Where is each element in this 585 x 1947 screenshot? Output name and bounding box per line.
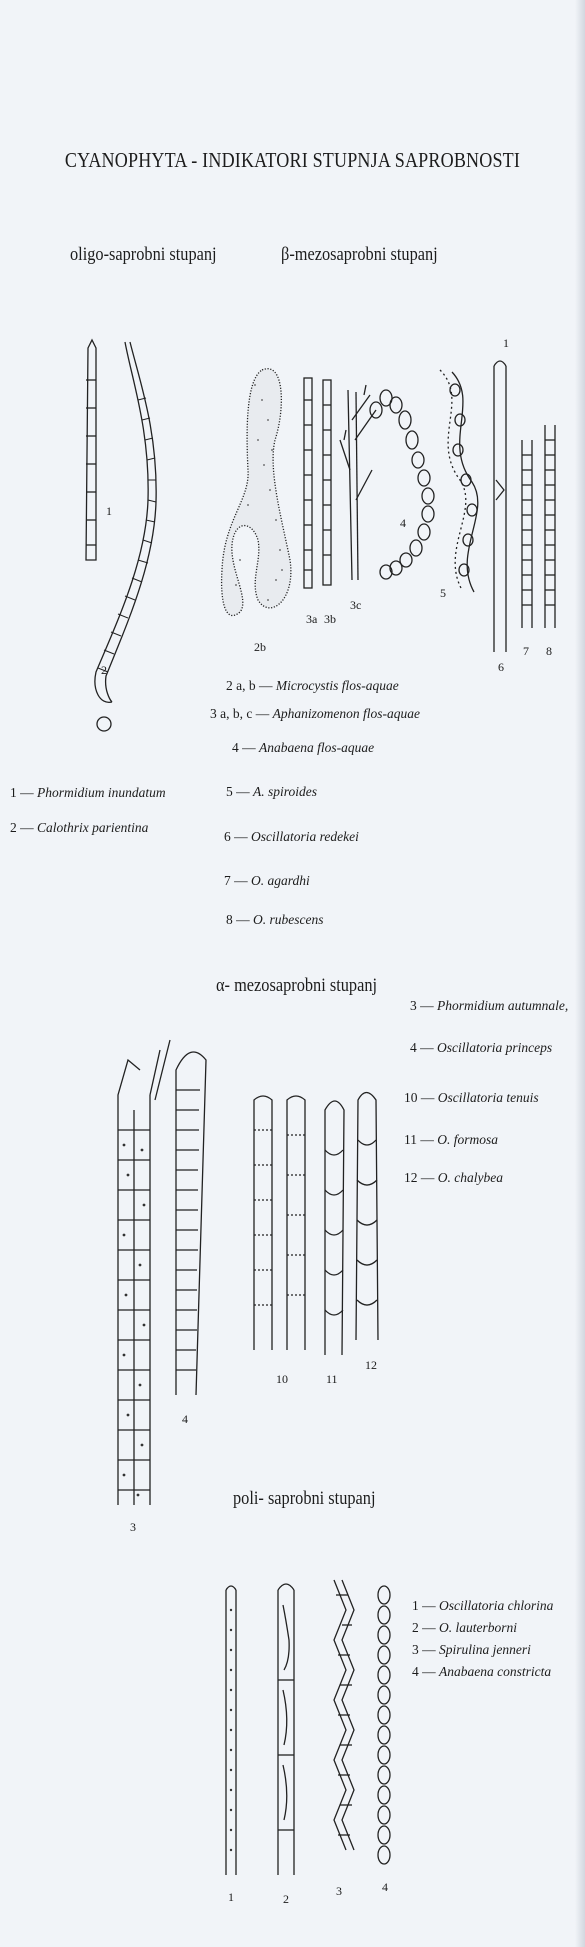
- legend-num: 2 a, b: [226, 678, 256, 693]
- oscillatoria-lauterborni: [278, 1584, 294, 1875]
- fig-label: 2: [283, 1892, 289, 1906]
- fig-label: 11: [326, 1372, 338, 1386]
- legend-num: 7: [224, 873, 231, 888]
- legend-name: Phormidium inundatum: [37, 785, 166, 800]
- legend-name: O. lauterborni: [439, 1620, 518, 1635]
- legend-name: O. agardhi: [251, 873, 310, 888]
- legend-num: 1: [412, 1598, 419, 1613]
- legend-name: Aphanizomenon flos-aquae: [272, 706, 420, 721]
- fig-label: 2: [101, 663, 107, 677]
- oscillatoria-formosa: [325, 1101, 344, 1355]
- fig-label: 4: [382, 1880, 388, 1894]
- legend-item: 4 — Oscillatoria princeps: [410, 1040, 553, 1055]
- fig-label: 1: [106, 504, 112, 518]
- anabaena-spiroides: [440, 370, 478, 592]
- oscillatoria-rubescens: [545, 425, 555, 628]
- legend-name: O. chalybea: [437, 1170, 503, 1185]
- legend-name: Oscillatoria redekei: [251, 829, 359, 844]
- legend-name: O. rubescens: [253, 912, 324, 927]
- fig-label: 12: [365, 1358, 377, 1372]
- legend-name: Phormidium autumnale,: [437, 998, 569, 1013]
- legend-name: Anabaena constricta: [439, 1664, 552, 1679]
- page-title: CYANOPHYTA - INDIKATORI STUPNJA SAPROBNOSTI: [64, 148, 521, 172]
- legend-num: 2: [412, 1620, 419, 1635]
- legend-item: 11 — O. formosa: [404, 1132, 499, 1147]
- legend-item: 1 — Phormidium inundatum: [10, 785, 166, 800]
- legend-item: 1 — Oscillatoria chlorina: [412, 1598, 554, 1613]
- beta-heading: β-mezosaprobni stupanj: [281, 244, 438, 265]
- legend-item: 4 — Anabaena constricta: [412, 1664, 552, 1679]
- legend-item: 6 — Oscillatoria redekei: [224, 829, 359, 844]
- fig-label: 4: [182, 1412, 188, 1426]
- legend-name: O. formosa: [437, 1132, 499, 1147]
- legend-item: 2 a, b — Microcystis flos-aquae: [226, 678, 399, 693]
- legend-num: 12: [404, 1170, 418, 1185]
- legend-num: 5: [226, 784, 233, 799]
- legend-num: 6: [224, 829, 231, 844]
- legend-name: A. spiroides: [253, 784, 317, 799]
- legend-num: 4: [412, 1664, 419, 1679]
- poli-heading: poli- saprobni stupanj: [233, 1488, 376, 1509]
- legend-item: 2 — O. lauterborni: [412, 1620, 518, 1635]
- fig-label: 3: [336, 1884, 342, 1898]
- oscillatoria-agardhi: [522, 440, 532, 628]
- microcystis-colony: [222, 369, 291, 616]
- legend-name: Oscillatoria chlorina: [439, 1598, 554, 1613]
- oscillatoria-princeps: [176, 1052, 206, 1395]
- aphanizomenon-3b: [323, 380, 331, 585]
- legend-num: 8: [226, 912, 233, 927]
- oscillatoria-redekei: [494, 361, 506, 652]
- legend-name: Microcystis flos-aquae: [275, 678, 399, 693]
- fig-label: 8: [546, 644, 552, 658]
- legend-item: 5 — A. spiroides: [226, 784, 317, 799]
- fig-label: 2b: [254, 640, 266, 654]
- legend-num: 3: [410, 998, 417, 1013]
- oligo-filament-1: [86, 340, 96, 560]
- fig-label: 4: [400, 516, 406, 530]
- legend-item: 8 — O. rubescens: [226, 912, 324, 927]
- legend-num: 10: [404, 1090, 418, 1105]
- legend-item: 3 a, b, c — Aphanizomenon flos-aquae: [210, 706, 420, 721]
- page-edge-shadow: [575, 0, 585, 1947]
- fig-label: 5: [440, 586, 446, 600]
- legend-name: Oscillatoria tenuis: [437, 1090, 539, 1105]
- legend-item: 4 — Anabaena flos-aquae: [232, 740, 375, 755]
- fig-label: 3: [130, 1520, 136, 1534]
- fig-label: 3a: [306, 612, 318, 626]
- legend-item: 3 — Spirulina jenneri: [412, 1642, 531, 1657]
- legend-num: 4: [410, 1040, 417, 1055]
- fig-label: 3c: [350, 598, 362, 612]
- legend-item: 12 — O. chalybea: [404, 1170, 503, 1185]
- legend-num: 3 a, b, c: [210, 706, 253, 721]
- oscillatoria-chlorina: [226, 1586, 236, 1875]
- legend-num: 3: [412, 1642, 419, 1657]
- fig-label: 1: [503, 336, 509, 350]
- oscillatoria-chalybea: [356, 1093, 378, 1341]
- fig-label: 1: [228, 1890, 234, 1904]
- legend-name: Calothrix parientina: [37, 820, 149, 835]
- phormidium-autumnale: [118, 1040, 170, 1505]
- legend-name: Anabaena flos-aquae: [259, 740, 375, 755]
- legend-item: 3 — Phormidium autumnale,: [410, 998, 569, 1013]
- anabaena-flos-aquae: [370, 390, 434, 579]
- fig-label: 3b: [324, 612, 336, 626]
- fig-label: 7: [523, 644, 529, 658]
- legend-item: 7 — O. agardhi: [224, 873, 310, 888]
- legend-item: 2 — Calothrix parientina: [10, 820, 149, 835]
- legend-item: 10 — Oscillatoria tenuis: [404, 1090, 539, 1105]
- alpha-heading: α- mezosaprobni stupanj: [216, 975, 378, 996]
- legend-num: 4: [232, 740, 239, 755]
- legend-num: 1: [10, 785, 17, 800]
- legend-name: Oscillatoria princeps: [437, 1040, 553, 1055]
- fig-label: 6: [498, 660, 504, 674]
- oligo-heading: oligo-saprobni stupanj: [70, 244, 217, 265]
- spirulina-jenneri: [334, 1580, 354, 1850]
- legend-num: 2: [10, 820, 17, 835]
- oscillatoria-tenuis-pair: [254, 1096, 305, 1350]
- anabaena-constricta: [378, 1586, 390, 1864]
- legend-num: 11: [404, 1132, 417, 1147]
- fig-label: 10: [276, 1372, 288, 1386]
- aphanizomenon-3a: [304, 378, 312, 588]
- legend-name: Spirulina jenneri: [439, 1642, 531, 1657]
